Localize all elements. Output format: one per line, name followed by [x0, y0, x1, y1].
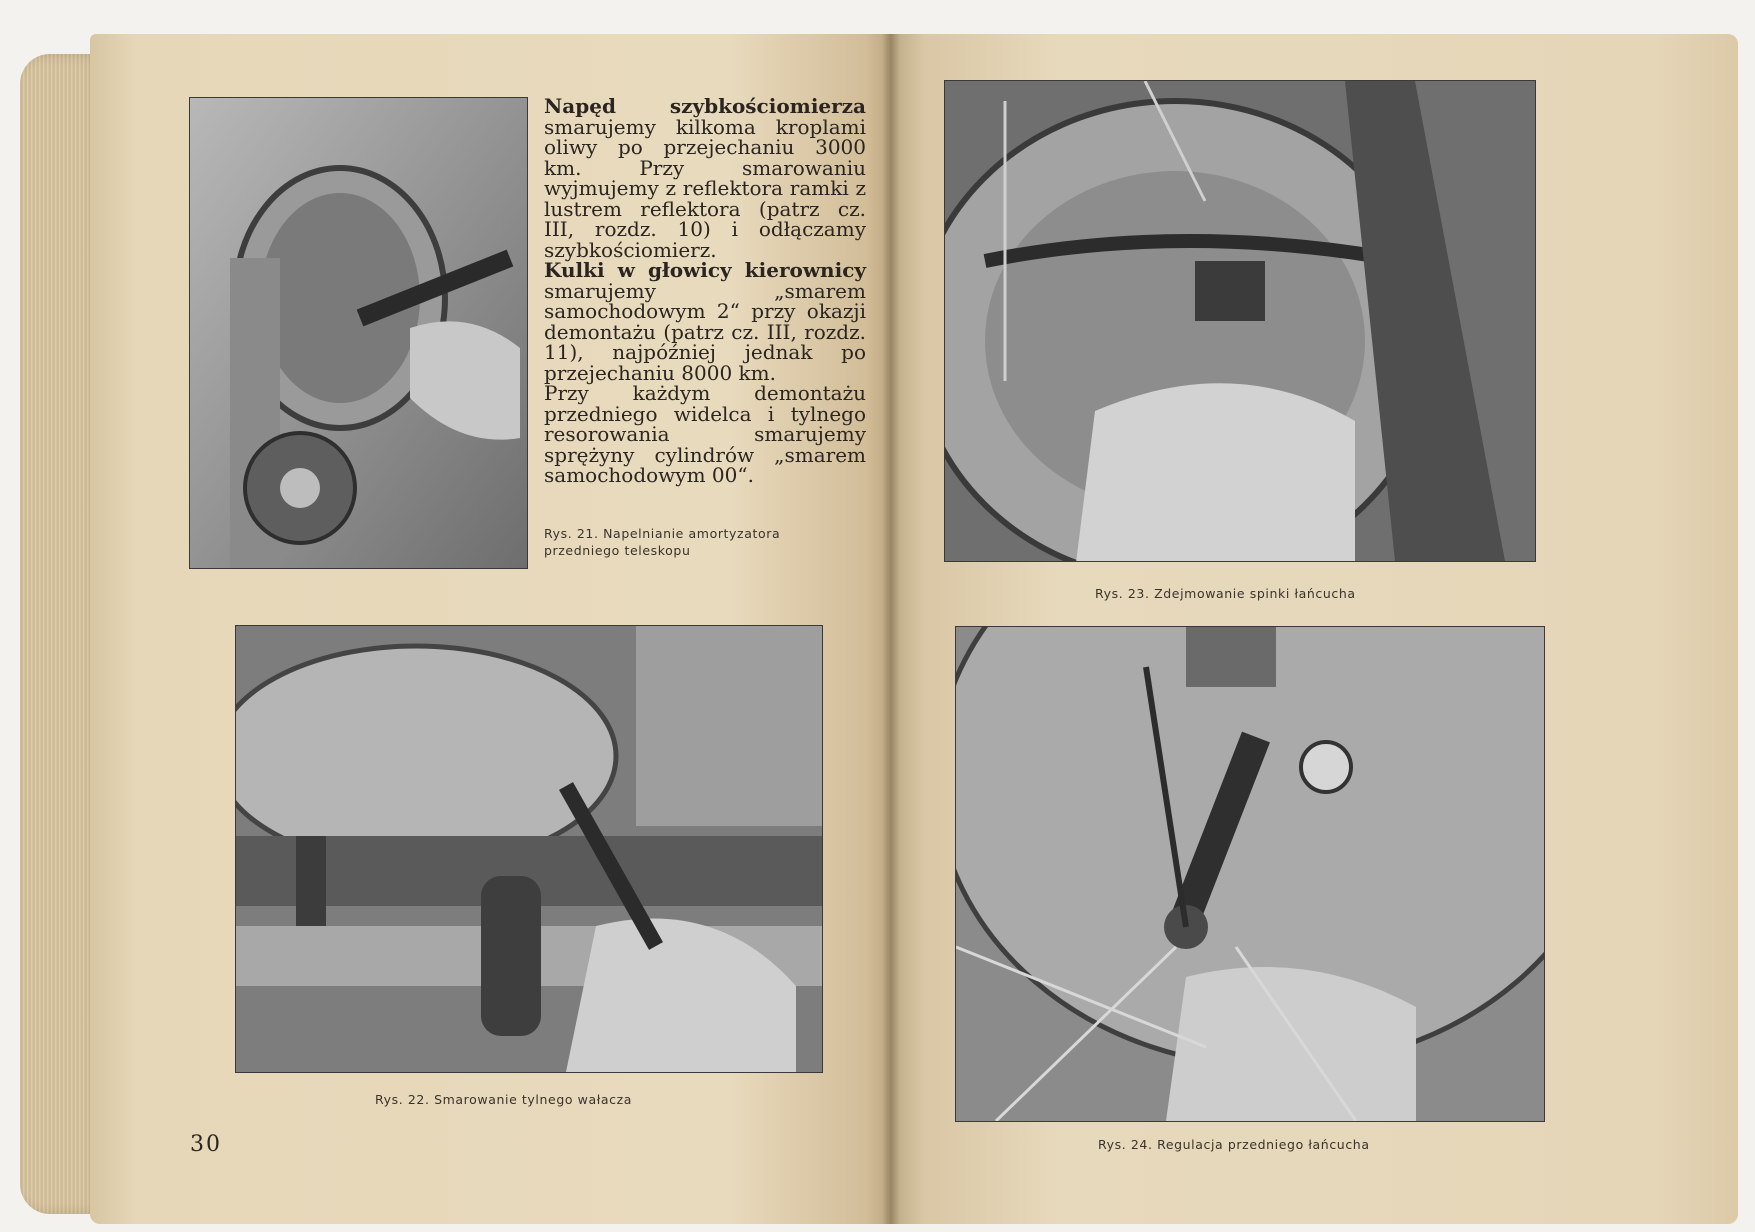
caption-figure-21-line2: przedniego teleskopu — [544, 543, 691, 558]
caption-figure-21-line1: Rys. 21. Napelnianie amortyzatora — [544, 526, 781, 541]
figure-21-photo — [189, 97, 528, 569]
caption-figure-22: Rys. 22. Smarowanie tylnego wałacza — [375, 1092, 633, 1107]
figure-23-photo — [944, 80, 1536, 562]
book-spine — [882, 34, 900, 1224]
lubrication-instructions-text — [544, 96, 866, 486]
page-edges — [20, 54, 100, 1214]
figure-22-photo — [235, 625, 823, 1073]
paragraph-springs: Przy każdym demontażu przedniego widelca i tylnego resorowania smarujemy sprężyny cylindrów „smarem samochodowym 00“. — [544, 381, 866, 487]
paragraph-speedometer: Napęd szybkościomierza smarujemy kilkoma kroplami oliwy po przejechaniu 3000 km. Przy smarowaniu wyjmujemy z reflektora ramki z lustrem reflektora (patrz cz. III, rozdz. 10) i odłączamy szybkościomierz. — [544, 94, 866, 262]
figure-24-photo — [955, 626, 1545, 1122]
caption-figure-24: Rys. 24. Regulacja przedniego łańcucha — [1098, 1137, 1370, 1152]
paragraph-steering-head: Kulki w głowicy kierownicy smarujemy „smarem samochodowym 2“ przy okazji demontażu (patrz cz. III, rozdz. 11), najpóźniej jednak po przejechaniu 8000 km. — [544, 258, 866, 385]
page-number: 30 — [190, 1132, 222, 1157]
caption-figure-23: Rys. 23. Zdejmowanie spinki łańcucha — [1095, 586, 1356, 601]
